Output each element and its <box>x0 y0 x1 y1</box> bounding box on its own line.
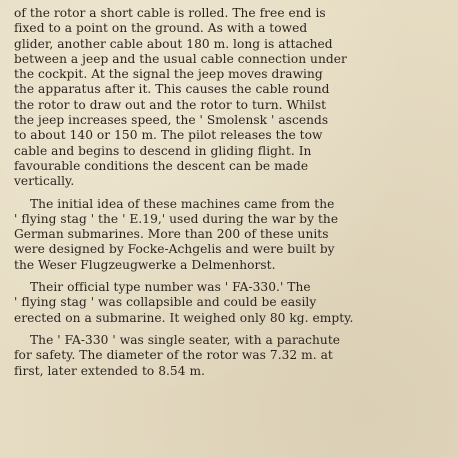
text-line: were designed by Focke-Achgelis and were built by <box>14 242 335 257</box>
text-line: the cockpit. At the signal the jeep moves drawing <box>14 67 323 82</box>
text-line: ' flying stag ' the ' E.19,' used during the war by the <box>14 211 339 226</box>
text-line: to about 140 or 150 m. The pilot releases the tow <box>14 128 323 143</box>
text-line: of the rotor a short cable is rolled. The free end is <box>14 6 326 20</box>
text-line: the jeep increases speed, the ' Smolensk ' ascends <box>14 113 329 128</box>
text-line: first, later extended to 8.54 m. <box>14 363 205 378</box>
text-line: between a jeep and the usual cable connection under <box>14 51 347 66</box>
text-line: vertically. <box>14 174 75 189</box>
paragraph-3 <box>14 280 444 326</box>
text-line: fixed to a point on the ground. As with a towed <box>14 21 308 36</box>
paragraph-spacer <box>14 326 444 333</box>
text-line: ' flying stag ' was collapsible and could be easily <box>14 295 317 310</box>
text-line: erected on a submarine. It weighed only 80 kg. empty. <box>14 310 354 325</box>
paragraph-spacer <box>14 190 444 197</box>
text-line: cable and begins to descend in gliding flight. In <box>14 143 312 158</box>
text-line: German submarines. More than 200 of these units <box>14 227 329 242</box>
text-line: Their official type number was ' FA-330.' The <box>30 280 311 295</box>
text-line: favourable conditions the descent can be made <box>14 158 309 173</box>
text-line: The initial idea of these machines came from the <box>30 196 335 211</box>
paragraph-4 <box>14 333 444 379</box>
paragraph-2 <box>14 197 444 273</box>
text-line: the apparatus after it. This causes the cable round <box>14 82 330 97</box>
text-line: The ' FA-330 ' was single seater, with a parachute <box>30 332 341 347</box>
text-line: glider, another cable about 180 m. long is attached <box>14 36 333 51</box>
text-line: the Weser Flugzeugwerke a Delmenhorst. <box>14 257 276 272</box>
paragraph-1 <box>14 6 444 190</box>
paragraph-spacer <box>14 273 444 280</box>
text-line: for safety. The diameter of the rotor was 7.32 m. at <box>14 348 333 363</box>
text-line: the rotor to draw out and the rotor to turn. Whilst <box>14 97 327 112</box>
